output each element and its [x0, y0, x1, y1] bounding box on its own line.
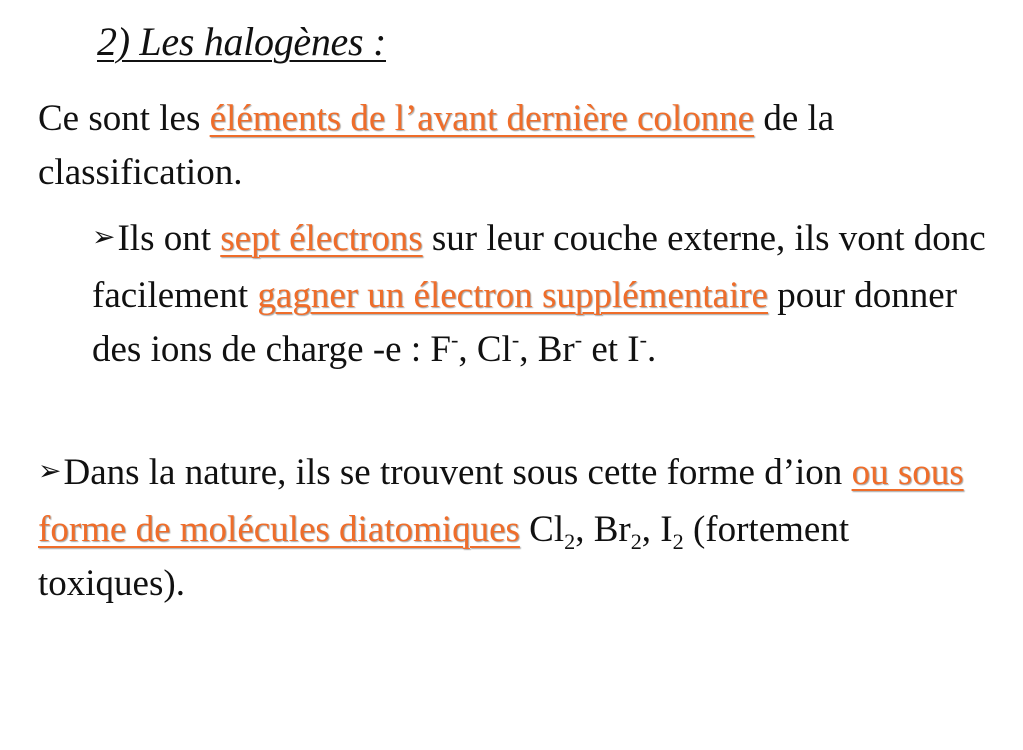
- p2-text-f: et I: [582, 329, 640, 370]
- p2-text-e: , Br: [519, 329, 575, 370]
- bullet-paragraph-electrons: [92, 212, 992, 377]
- ion-charge-cl: -: [511, 327, 520, 352]
- p2-text-g: .: [647, 329, 657, 370]
- p3-text-c: , Br: [575, 509, 631, 550]
- subscript-br2: 2: [630, 529, 642, 554]
- arrow-bullet-icon: ➢: [92, 222, 116, 253]
- intro-text-b: de la classification.: [38, 98, 835, 193]
- intro-text-a: Ce sont les: [38, 98, 210, 139]
- subscript-cl2: 2: [564, 529, 576, 554]
- p2-text-c: pour donner des ions de charge -e : F: [92, 275, 958, 370]
- ion-charge-i: -: [639, 327, 648, 352]
- highlight-avant-derniere-colonne: éléments de l’avant dernière colonne: [209, 98, 755, 139]
- ion-charge-br: -: [574, 327, 583, 352]
- p3-text-b: Cl: [519, 509, 565, 550]
- p3-text-d: , I: [641, 509, 673, 550]
- p2-text-d: , Cl: [458, 329, 512, 370]
- intro-paragraph: [38, 92, 998, 200]
- slide-title: 2) Les halogènes :: [97, 19, 386, 64]
- p3-text-a: Dans la nature, ils se trouvent sous cette forme d’ion: [63, 452, 852, 493]
- highlight-gagner-electron: gagner un électron supplémentaire: [257, 275, 768, 316]
- subscript-i2: 2: [672, 529, 684, 554]
- highlight-molecules-diatomiques: ou sous forme de molécules diatomiques: [38, 452, 964, 550]
- ion-charge-f: -: [450, 327, 459, 352]
- p3-text-e: (fortement toxiques).: [38, 509, 850, 604]
- highlight-sept-electrons: sept électrons: [220, 218, 423, 259]
- p2-text-a: Ils ont: [117, 218, 221, 259]
- bullet-paragraph-nature: [38, 446, 998, 611]
- p2-text-b: sur leur couche externe, ils vont donc facilement: [92, 218, 986, 316]
- arrow-bullet-icon: ➢: [38, 456, 62, 487]
